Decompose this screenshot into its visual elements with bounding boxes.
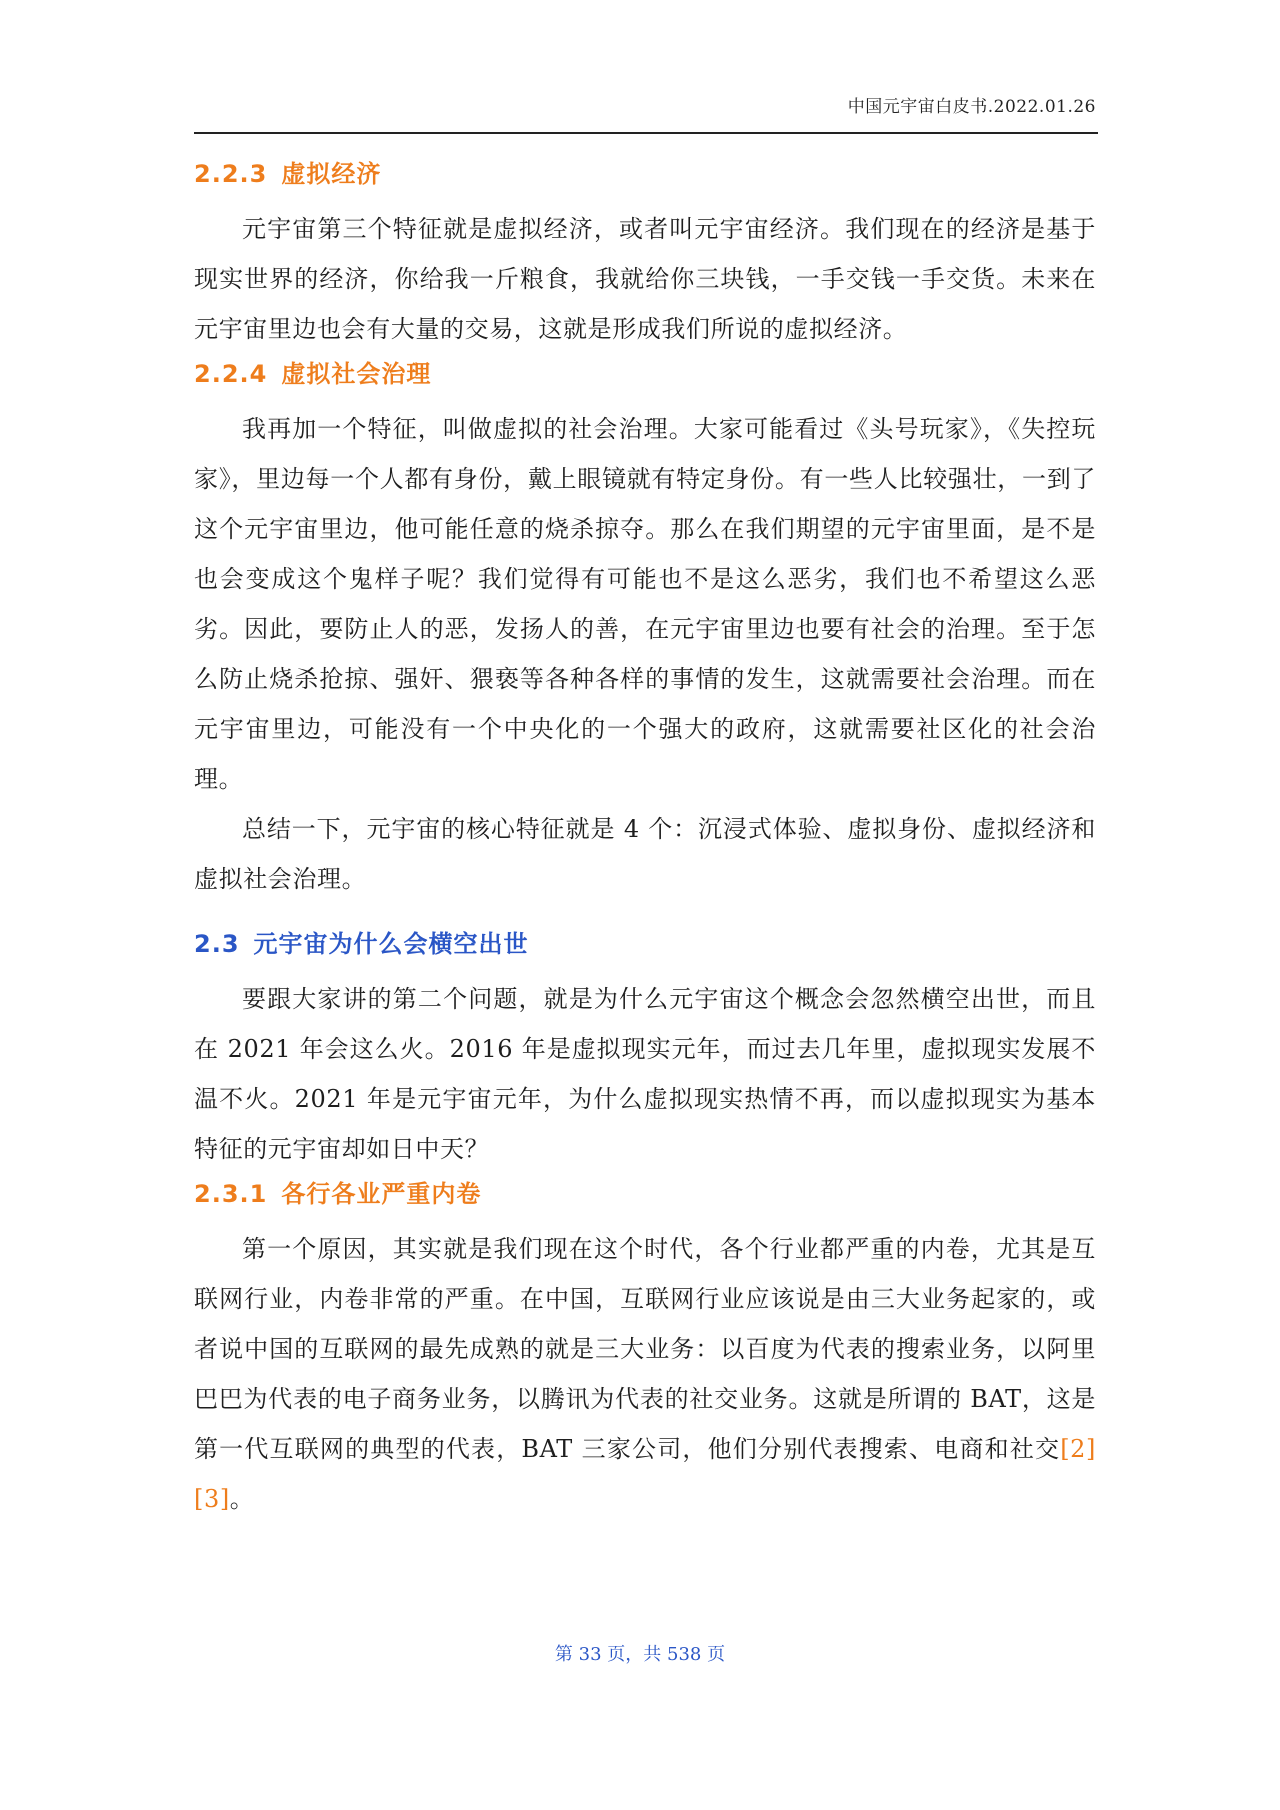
paragraph-end: 。 <box>229 1485 255 1513</box>
section-title: 虚拟社会治理 <box>281 360 432 388</box>
citation-link[interactable]: [2] <box>1060 1435 1096 1463</box>
section-heading-2-2-4 <box>194 356 1096 392</box>
document-body <box>194 156 1096 1524</box>
paragraph: 要跟大家讲的第二个问题，就是为什么元宇宙这个概念会忽然横空出世，而且在 2021 年会这么火。2016 年是虚拟现实元年，而过去几年里，虚拟现实发展不温不火。2021 年是元宇宙元年，为什么虚拟现实热情不再，而以虚拟现实为基本特征的元宇宙却如日中天？ <box>194 985 1096 1163</box>
paragraph: 总结一下，元宇宙的核心特征就是 4 个：沉浸式体验、虚拟身份、虚拟经济和虚拟社会治理。 <box>194 815 1096 893</box>
section-number: 2.3 <box>194 930 240 958</box>
section-title: 元宇宙为什么会横空出世 <box>253 930 529 958</box>
paragraph-text: 第一个原因，其实就是我们现在这个时代，各个行业都严重的内卷，尤其是互联网行业，内卷非常的严重。在中国，互联网行业应该说是由三大业务起家的，或者说中国的互联网的最先成熟的就是三大业务：以百度为代表的搜索业务，以阿里巴巴为代表的电子商务业务，以腾讯为代表的社交业务。这就是所谓的 BAT，这是第一代互联网的典型的代表，BAT 三家公司，他们分别代表搜索、电商和社交 <box>194 1235 1096 1463</box>
page-footer <box>0 1640 1280 1666</box>
page-number: 第 33 页，共 538 页 <box>554 1644 726 1665</box>
header-title: 中国元宇宙白皮书.2022.01.26 <box>847 97 1096 117</box>
section-heading-2-2-3 <box>194 156 1096 192</box>
section-title: 各行各业严重内卷 <box>281 1180 482 1208</box>
section-heading-2-3-1 <box>194 1176 1096 1212</box>
citation-link[interactable]: [3] <box>194 1485 230 1513</box>
section-number: 2.3.1 <box>194 1180 268 1208</box>
page-header <box>194 88 1098 134</box>
section-heading-2-3 <box>194 926 1096 962</box>
section-number: 2.2.4 <box>194 360 268 388</box>
paragraph <box>194 1224 1096 1524</box>
paragraph: 元宇宙第三个特征就是虚拟经济，或者叫元宇宙经济。我们现在的经济是基于现实世界的经济，你给我一斤粮食，我就给你三块钱，一手交钱一手交货。未来在元宇宙里边也会有大量的交易，这就是形成我们所说的虚拟经济。 <box>194 215 1096 343</box>
section-number: 2.2.3 <box>194 160 268 188</box>
paragraph: 我再加一个特征，叫做虚拟的社会治理。大家可能看过《头号玩家》，《失控玩家》，里边每一个人都有身份，戴上眼镜就有特定身份。有一些人比较强壮，一到了这个元宇宙里边，他可能任意的烧杀掠夺。那么在我们期望的元宇宙里面，是不是也会变成这个鬼样子呢？我们觉得有可能也不是这么恶劣，我们也不希望这么恶劣。因此，要防止人的恶，发扬人的善，在元宇宙里边也要有社会的治理。至于怎么防止烧杀抢掠、强奸、猥亵等各种各样的事情的发生，这就需要社会治理。而在元宇宙里边，可能没有一个中央化的一个强大的政府，这就需要社区化的社会治理。 <box>194 415 1096 793</box>
section-title: 虚拟经济 <box>281 160 382 188</box>
